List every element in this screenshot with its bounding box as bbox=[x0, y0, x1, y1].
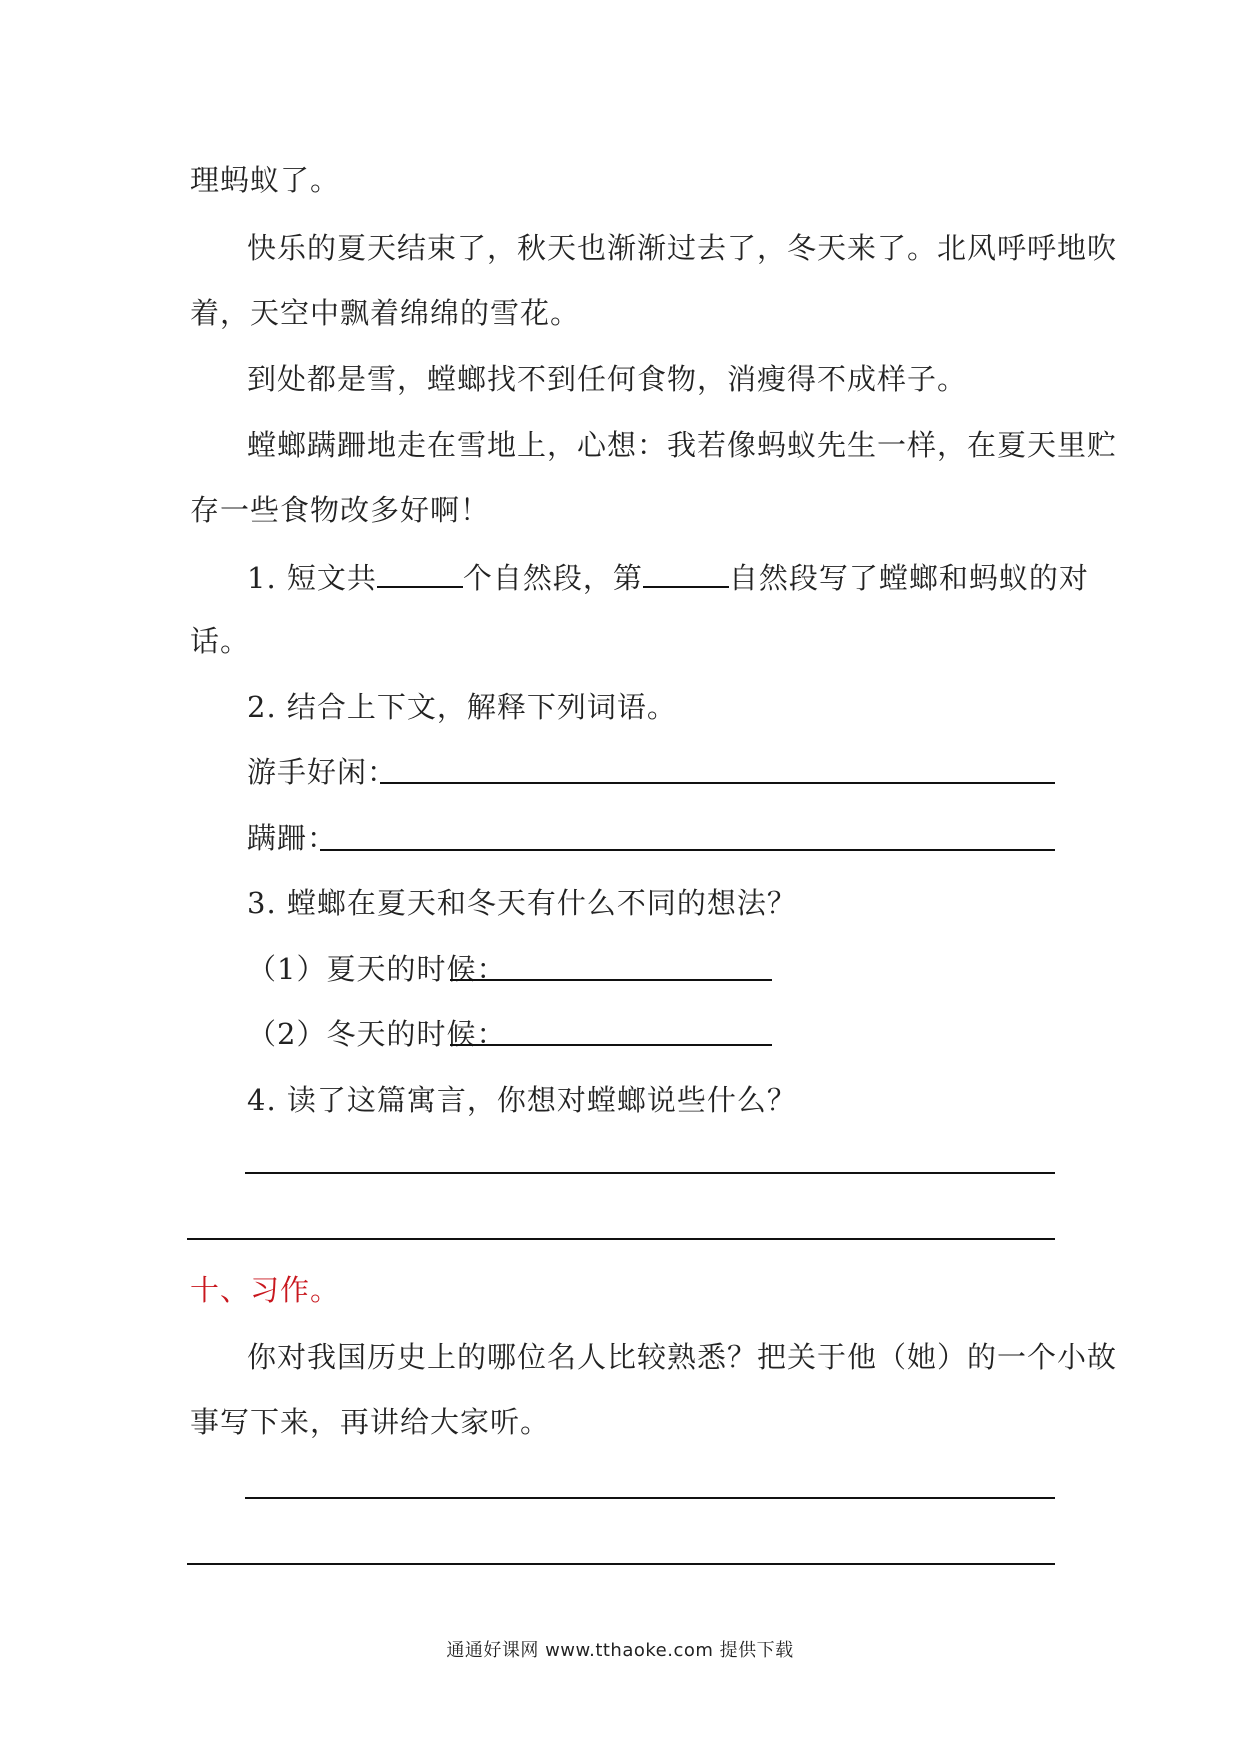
paragraph-line: 螳螂蹒跚地走在雪地上，心想：我若像蚂蚁先生一样，在夏天里贮 bbox=[247, 428, 1118, 462]
answer-line-term-2[interactable] bbox=[320, 849, 1055, 851]
answer-line-q4-2[interactable] bbox=[187, 1238, 1055, 1240]
section-prompt-line: 事写下来，再讲给大家听。 bbox=[190, 1405, 551, 1439]
paragraph-line: 理蚂蚁了。 bbox=[190, 163, 341, 197]
question-1-text-b: 个自然段，第 bbox=[462, 561, 643, 595]
question-1-text-a: 1. 短文共 bbox=[247, 561, 377, 595]
term-label: 蹒跚： bbox=[247, 821, 338, 855]
sub-question-label: （1）夏天的时候： bbox=[247, 952, 507, 986]
paragraph-line: 存一些食物改多好啊！ bbox=[190, 493, 491, 527]
paragraph-line: 到处都是雪，螳螂找不到任何食物，消瘦得不成样子。 bbox=[247, 362, 968, 396]
paragraph-count-blank[interactable] bbox=[377, 556, 463, 588]
section-prompt-line: 你对我国历史上的哪位名人比较熟悉？把关于他（她）的一个小故 bbox=[247, 1340, 1118, 1374]
answer-line-term-1[interactable] bbox=[380, 782, 1055, 784]
question-3: 3. 螳螂在夏天和冬天有什么不同的想法？ bbox=[247, 886, 797, 920]
term-label: 游手好闲： bbox=[247, 755, 398, 789]
question-1-text-c: 自然段写了螳螂和蚂蚁的对 bbox=[728, 561, 1089, 595]
answer-line-winter[interactable] bbox=[450, 1044, 772, 1046]
footer-credit: 通通好课网 www.tthaoke.com 提供下载 bbox=[446, 1640, 794, 1661]
answer-line-summer[interactable] bbox=[450, 979, 772, 981]
answer-line-q4-1[interactable] bbox=[245, 1172, 1055, 1174]
writing-line-2[interactable] bbox=[187, 1563, 1055, 1565]
section-title: 十、习作。 bbox=[190, 1273, 341, 1307]
question-4: 4. 读了这篇寓言，你想对螳螂说些什么？ bbox=[247, 1083, 797, 1117]
question-1-continuation: 话。 bbox=[190, 624, 251, 658]
paragraph-line: 快乐的夏天结束了，秋天也渐渐过去了，冬天来了。北风呼呼地吹 bbox=[247, 231, 1118, 265]
sub-question-label: （2）冬天的时候： bbox=[247, 1017, 507, 1051]
question-2: 2. 结合上下文，解释下列词语。 bbox=[247, 690, 677, 724]
dialogue-paragraph-blank[interactable] bbox=[643, 556, 729, 588]
writing-line-1[interactable] bbox=[245, 1497, 1055, 1499]
question-1 bbox=[247, 556, 1089, 598]
paragraph-line: 着，天空中飘着绵绵的雪花。 bbox=[190, 296, 581, 330]
